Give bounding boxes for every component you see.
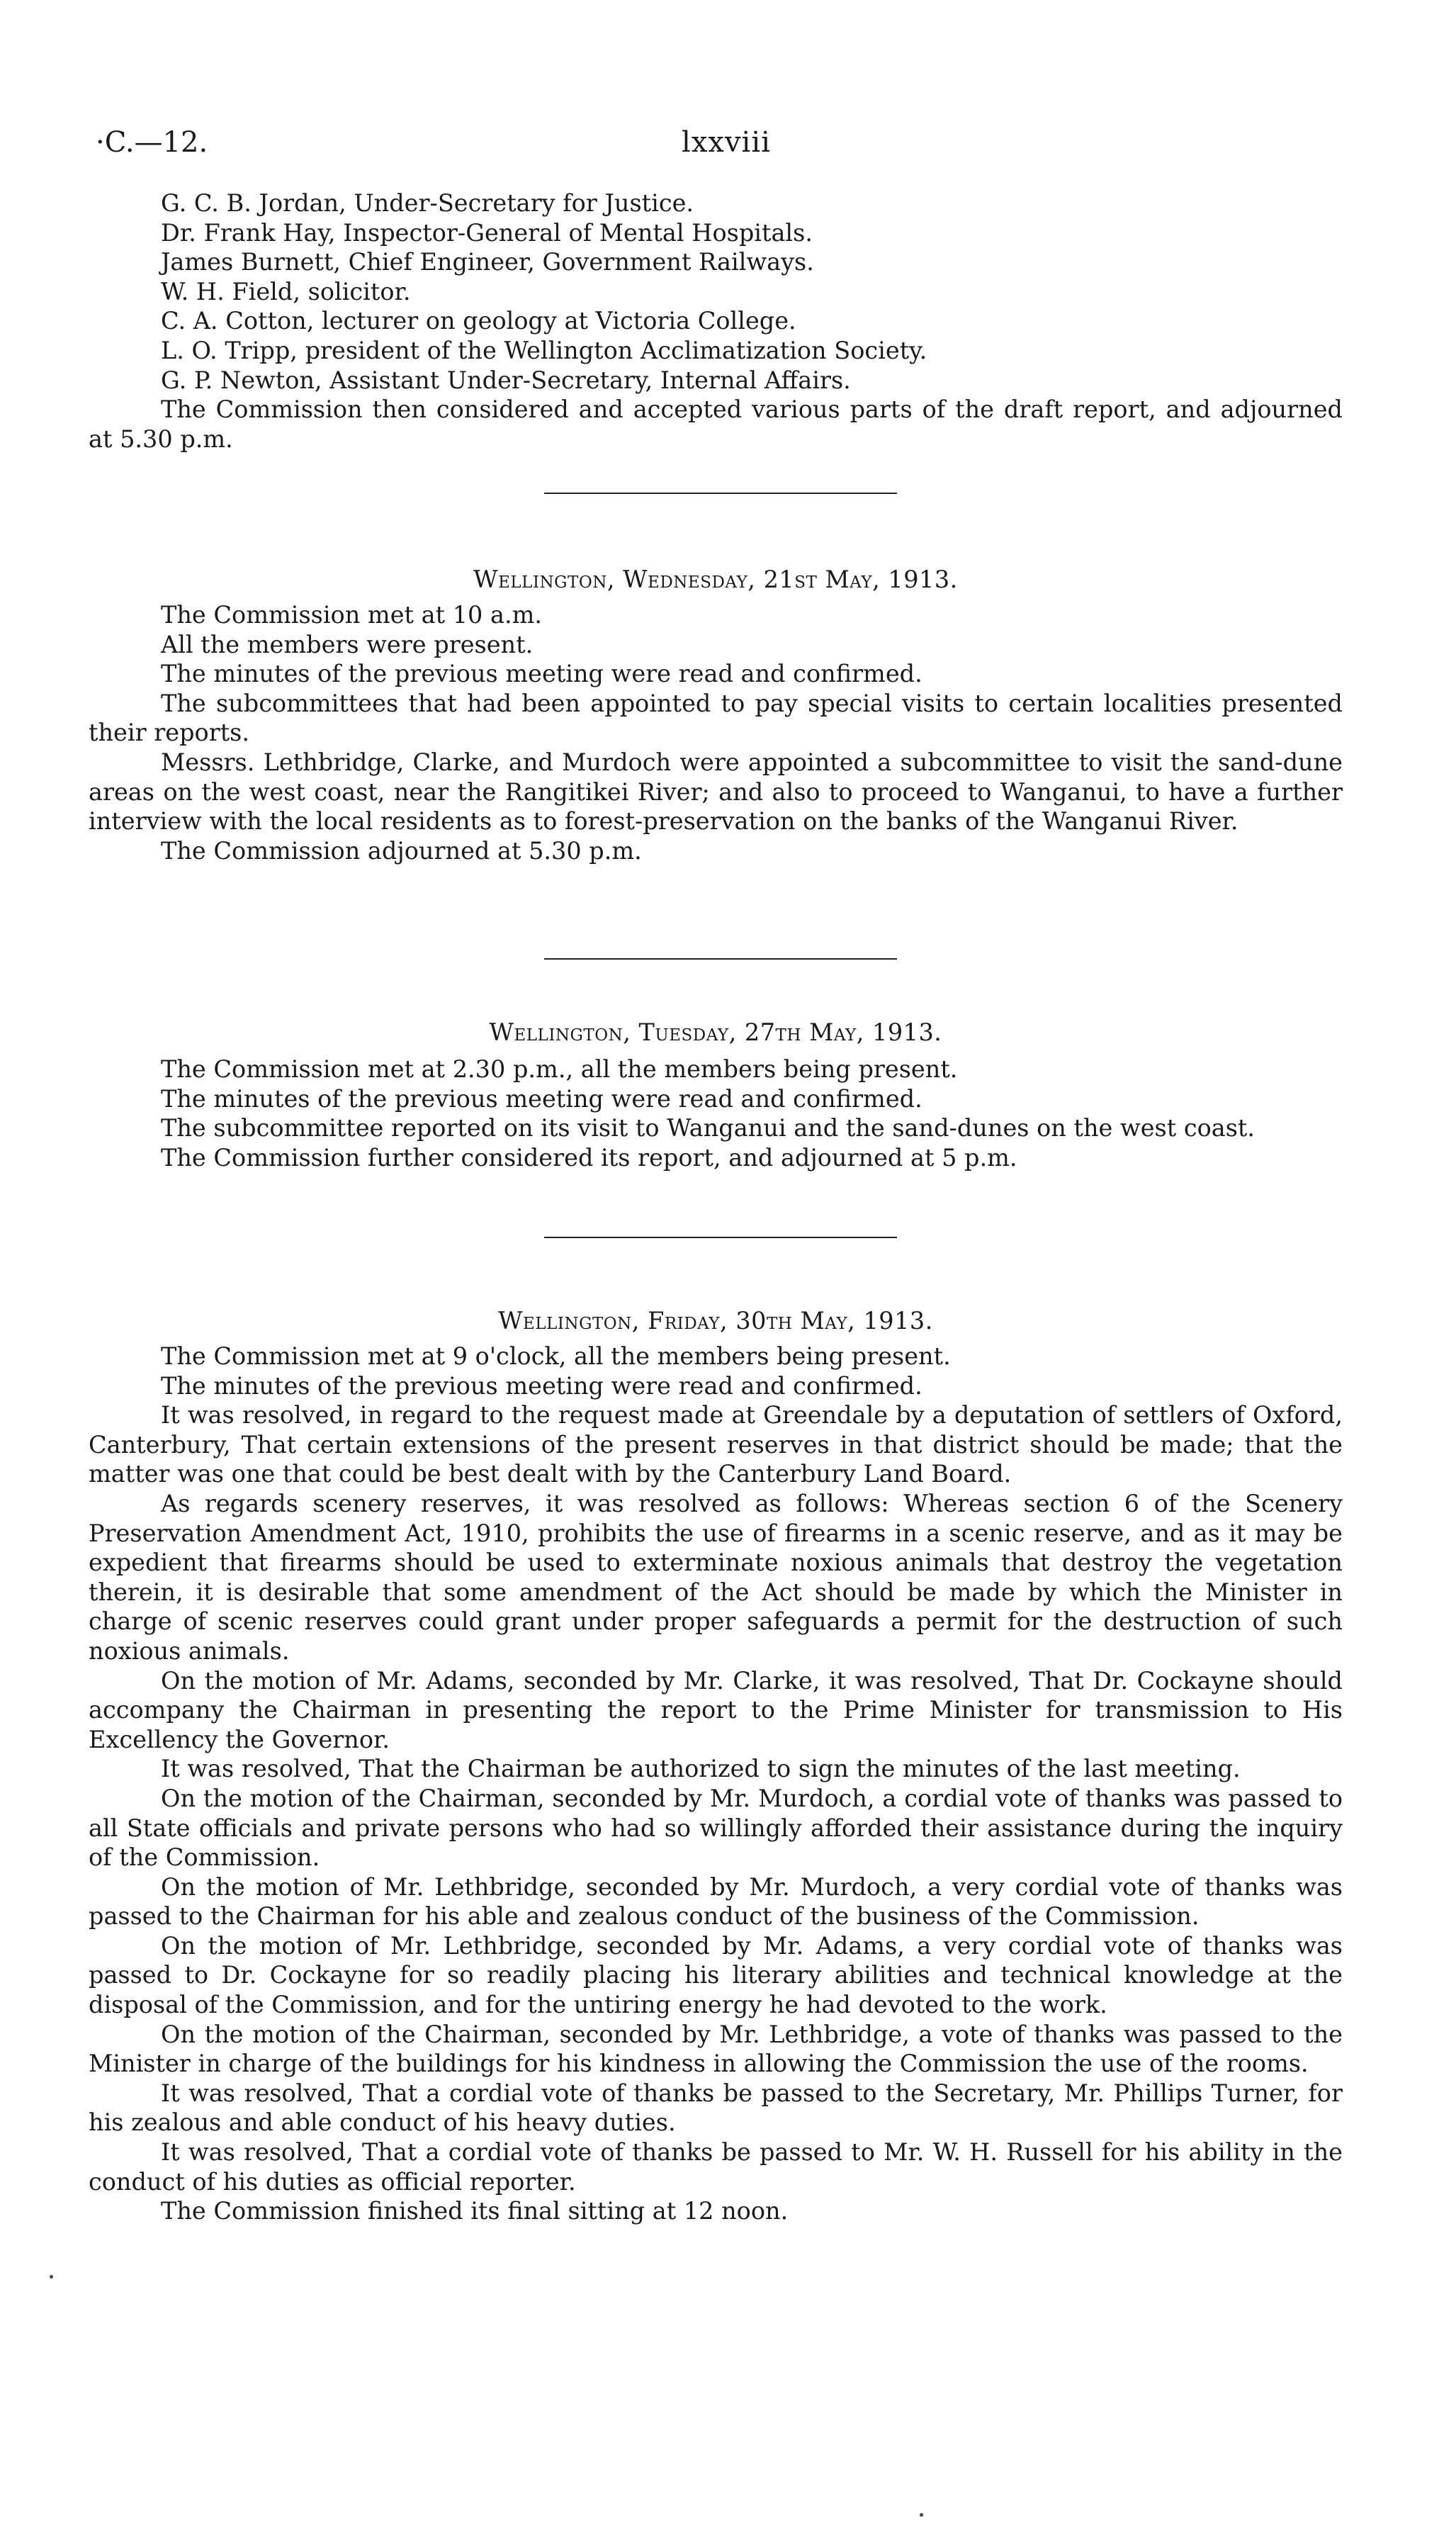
minutes-paragraph: Messrs. Lethbridge, Clarke, and Murdoch were appointed a subcommittee to visit the sand-dune areas on the west coast, near the Rangitikei River; and also to proceed to Wanganui, to have a further interview with the local residents as to forest-preservation on the banks of the Wanganui River. [89,748,1343,836]
attendee-line: C. A. Cotton, lecturer on geology at Victoria College. [161,307,796,335]
attendee-line: James Burnett, Chief Engineer, Government Railways. [161,248,814,276]
minutes-paragraph: As regards scenery reserves, it was resolved as follows: Whereas section 6 of the Scenery Preservation Amendment Act, 1910, prohibits the use of firearms in a scenic reserve, and as it may be expedient that firearms should be used to exterminate noxious animals that destroy the vegetation therein, it is desirable that some amendment of the Act should be made by which the Minister in charge of scenic reserves could grant under proper safeguards a permit for the destruction of such noxious animals. [89,1489,1343,1665]
page-number: lxxviii [682,126,771,159]
minutes-paragraph: On the motion of the Chairman, seconded by Mr. Lethbridge, a vote of thanks was passed to the Minister in charge of the buildings for his kindness in allowing the Commission the use of the rooms. [89,2020,1343,2078]
minutes-paragraph: The subcommittee reported on its visit to Wanganui and the sand-dunes on the west coast. [161,1114,1255,1142]
section-divider [544,493,897,494]
minutes-paragraph: The minutes of the previous meeting were read and confirmed. [161,1371,922,1400]
minutes-paragraph: It was resolved, That the Chairman be authorized to sign the minutes of the last meeting. [161,1755,1241,1783]
attendee-line: W. H. Field, solicitor. [161,277,411,305]
minutes-paragraph: On the motion of the Chairman, seconded by Mr. Murdoch, a cordial vote of thanks was passed to all State officials and private persons who had so willingly afforded their assistance during the inquiry of the Commission. [89,1784,1343,1872]
minutes-paragraph: It was resolved, That a cordial vote of thanks be passed to Mr. W. H. Russell for his ability in the conduct of his duties as official reporter. [89,2138,1343,2196]
section-divider [544,1237,897,1238]
meeting-heading: Wellington, Friday, 30th May, 1913. [498,1307,933,1335]
minutes-paragraph: On the motion of Mr. Lethbridge, seconded by Mr. Murdoch, a very cordial vote of thanks was passed to the Chairman for his able and zealous conduct of the business of the Commission. [89,1872,1343,1931]
minutes-paragraph: All the members were present. [161,630,534,658]
attendee-list [89,189,1343,454]
minutes-paragraph: On the motion of Mr. Lethbridge, seconded by Mr. Adams, a very cordial vote of thanks was passed to Dr. Cockayne for so readily placing his literary abilities and technical knowledge at the disposal of the Commission, and for the untiring energy he had devoted to the work. [89,1931,1343,2019]
minutes-paragraph: On the motion of Mr. Adams, seconded by Mr. Clarke, it was resolved, That Dr. Cockayne should accompany the Chairman in presenting the report to the Prime Minister for transmission to His Excellency the Governor. [89,1666,1343,1753]
closing-paragraph: The Commission then considered and accepted various parts of the draft report, and adjourned at 5.30 p.m. [89,395,1343,453]
minutes-paragraph: The minutes of the previous meeting were read and confirmed. [161,660,922,688]
minutes-paragraph: The minutes of the previous meeting were read and confirmed. [161,1084,922,1113]
scan-speck [50,2275,53,2279]
minutes-paragraph: The Commission adjourned at 5.30 p.m. [161,836,642,865]
meeting-heading: Wellington, Tuesday, 27th May, 1913. [489,1018,942,1046]
minutes-paragraph: The Commission finished its final sitting at 12 noon. [161,2197,789,2225]
attendee-line: L. O. Tripp, president of the Wellington Acclimatization Society. [161,336,927,364]
minutes-paragraph: The Commission met at 9 o'clock, all the members being present. [161,1342,951,1370]
minutes-paragraph: The Commission met at 10 a.m. [161,601,543,629]
meeting-minutes [89,1055,1343,1172]
meeting-heading: Wellington, Wednesday, 21st May, 1913. [473,566,958,593]
attendee-line: G. C. B. Jordan, Under-Secretary for Justice. [161,189,694,217]
meeting-minutes [89,1342,1343,2226]
attendee-line: G. P. Newton, Assistant Under-Secretary, Internal Affairs. [161,366,851,394]
parliamentary-paper-reference: ·C.—12. [96,126,208,159]
attendee-line: Dr. Frank Hay, Inspector-General of Mental Hospitals. [161,218,813,247]
section-divider [544,958,897,960]
minutes-paragraph: The Commission met at 2.30 p.m., all the members being present. [161,1055,958,1083]
minutes-paragraph: It was resolved, in regard to the request made at Greendale by a deputation of settlers of Oxford, Canterbury, That certain extensions of the present reserves in that district should be made; that the matter was one that could be best dealt with by the Canterbury Land Board. [89,1401,1343,1488]
minutes-paragraph: It was resolved, That a cordial vote of thanks be passed to the Secretary, Mr. Phillips Turner, for his zealous and able conduct of his heavy duties. [89,2079,1343,2137]
page-header [96,126,1357,169]
scan-speck [920,2513,923,2517]
meeting-minutes [89,600,1343,865]
minutes-paragraph: The Commission further considered its report, and adjourned at 5 p.m. [161,1143,1017,1172]
minutes-paragraph: The subcommittees that had been appointed to pay special visits to certain localities presented their reports. [89,689,1343,747]
